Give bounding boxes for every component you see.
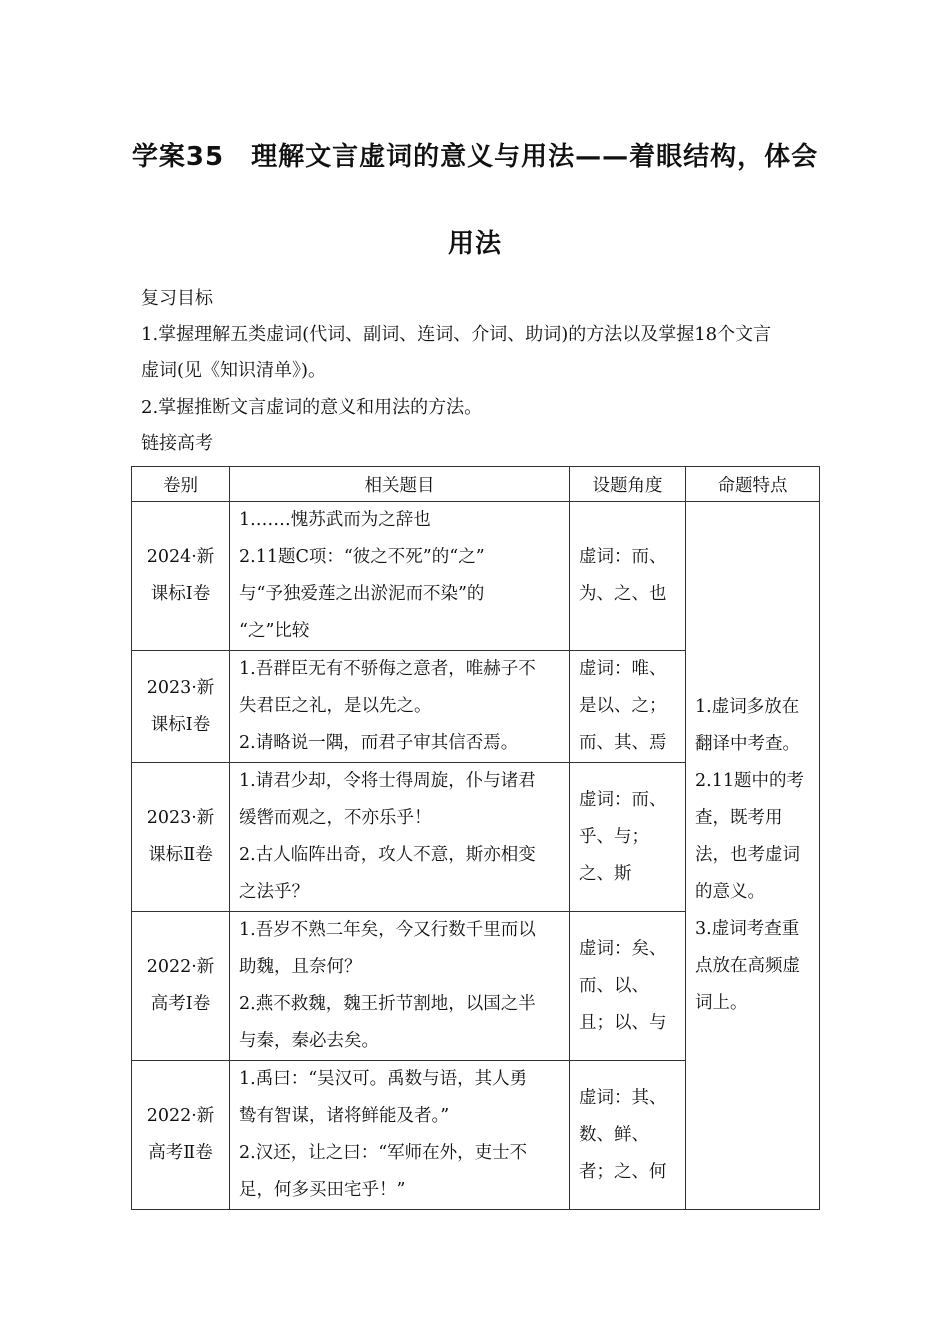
header-questions: 相关题目 bbox=[230, 467, 570, 502]
question-line: 鸷有智谋，诸将鲜能及者。” bbox=[239, 1106, 450, 1126]
angle-line: 且；以、与 bbox=[579, 1012, 667, 1033]
exam-table bbox=[131, 466, 820, 1210]
feature-line: 1.虚词多放在 bbox=[695, 697, 800, 717]
review-goal-1-line-2: 虚词(见《知识清单》)。 bbox=[141, 360, 327, 381]
feature-line: 词上。 bbox=[695, 993, 748, 1013]
questions-cell bbox=[230, 651, 570, 763]
paper-line: 课标Ⅰ卷 bbox=[150, 714, 211, 735]
page-title-line-2: 用法 bbox=[447, 229, 502, 259]
paper-line: 2022·新 bbox=[146, 957, 215, 977]
paper-cell bbox=[132, 1061, 230, 1210]
review-goal-1-line-1: 1.掌握理解五类虚词(代词、副词、连词、介词、助词)的方法以及掌握18个文言 bbox=[141, 324, 772, 345]
feature-line: 点放在高频虚 bbox=[695, 956, 800, 976]
header-angle: 设题角度 bbox=[570, 467, 686, 502]
feature-line: 查，既考用 bbox=[695, 808, 783, 828]
paper-line: 2023·新 bbox=[146, 677, 215, 698]
question-line: 2.燕不救魏，魏王折节割地，以国之半 bbox=[239, 994, 536, 1014]
angle-cell bbox=[570, 502, 686, 651]
angle-line: 虚词：而、 bbox=[579, 547, 667, 567]
review-goal-2: 2.掌握推断文言虚词的意义和用法的方法。 bbox=[141, 397, 483, 418]
header-features: 命题特点 bbox=[686, 467, 820, 502]
angle-cell bbox=[570, 912, 686, 1061]
paper-line: 2024·新 bbox=[146, 547, 215, 567]
question-line: 1.吾群臣无有不骄侮之意者，唯赫子不 bbox=[239, 659, 536, 679]
paper-line: 课标Ⅰ卷 bbox=[150, 584, 211, 604]
questions-cell bbox=[230, 912, 570, 1061]
question-line: 1.……愧苏武而为之辞也 bbox=[239, 510, 431, 530]
review-goals-heading: 复习目标 bbox=[141, 288, 213, 309]
question-line: 与秦，秦必去矣。 bbox=[239, 1031, 379, 1051]
question-line: 与“予独爱莲之出淤泥而不染”的 bbox=[239, 584, 485, 604]
table-header-row bbox=[132, 467, 820, 502]
question-line: 2.请略说一隅，而君子审其信否焉。 bbox=[239, 733, 519, 753]
question-line: 足，何多买田宅乎！” bbox=[239, 1180, 406, 1200]
feature-line: 翻译中考查。 bbox=[695, 734, 800, 754]
feature-line: 2.11题中的考 bbox=[695, 771, 804, 791]
questions-cell bbox=[230, 1061, 570, 1210]
paper-cell bbox=[132, 502, 230, 651]
angle-line: 而、其、焉 bbox=[579, 733, 667, 753]
paper-line: 课标Ⅱ卷 bbox=[148, 845, 213, 865]
angle-cell bbox=[570, 763, 686, 912]
angle-line: 虚词：而、 bbox=[579, 789, 667, 810]
paper-line: 高考Ⅱ卷 bbox=[148, 1143, 213, 1163]
feature-line: 的意义。 bbox=[695, 882, 765, 902]
question-line: 1.禹曰：“吴汉可。禹数与语，其人勇 bbox=[239, 1069, 528, 1089]
questions-cell bbox=[230, 502, 570, 651]
angle-line: 虚词：其、 bbox=[579, 1087, 667, 1108]
paper-line: 高考Ⅰ卷 bbox=[150, 994, 211, 1014]
angle-line: 者；之、何 bbox=[579, 1161, 667, 1182]
link-exam-heading: 链接高考 bbox=[141, 433, 213, 454]
questions-cell bbox=[230, 763, 570, 912]
angle-line: 为、之、也 bbox=[579, 584, 667, 604]
angle-line: 而、以、 bbox=[579, 975, 649, 996]
header-paper: 卷别 bbox=[132, 467, 230, 502]
question-line: 缓辔而观之，不亦乐乎！ bbox=[239, 808, 432, 828]
angle-line: 乎、与； bbox=[579, 826, 649, 847]
features-cell bbox=[686, 502, 820, 1210]
paper-cell bbox=[132, 763, 230, 912]
question-line: 2.古人临阵出奇，攻人不意，斯亦相变 bbox=[239, 845, 536, 865]
question-line: “之”比较 bbox=[239, 621, 310, 641]
table-row bbox=[132, 502, 820, 651]
angle-line: 虚词：矣、 bbox=[579, 938, 667, 959]
question-line: 2.11题C项：“彼之不死”的“之” bbox=[239, 547, 485, 567]
feature-line: 3.虚词考查重 bbox=[695, 919, 800, 939]
question-line: 助魏，且奈何？ bbox=[239, 957, 362, 977]
question-line: 1.请君少却，令将士得周旋，仆与诸君 bbox=[239, 771, 536, 791]
paper-cell bbox=[132, 651, 230, 763]
paper-cell bbox=[132, 912, 230, 1061]
question-line: 1.吾岁不熟二年矣，今又行数千里而以 bbox=[239, 920, 536, 940]
question-line: 2.汉还，让之曰：“军师在外，吏士不 bbox=[239, 1143, 528, 1163]
angle-line: 是以、之； bbox=[579, 696, 667, 716]
page-title-line-1: 学案35 理解文言虚词的意义与用法——着眼结构，体会 bbox=[131, 142, 819, 172]
angle-cell bbox=[570, 651, 686, 763]
question-line: 失君臣之礼，是以先之。 bbox=[239, 696, 432, 716]
angle-line: 之、斯 bbox=[579, 863, 632, 884]
question-line: 之法乎？ bbox=[239, 882, 309, 902]
paper-line: 2022·新 bbox=[146, 1106, 215, 1126]
angle-line: 虚词：唯、 bbox=[579, 659, 667, 679]
feature-line: 法，也考虚词 bbox=[695, 845, 800, 865]
angle-cell bbox=[570, 1061, 686, 1210]
angle-line: 数、鲜、 bbox=[579, 1124, 649, 1145]
paper-line: 2023·新 bbox=[146, 808, 215, 828]
